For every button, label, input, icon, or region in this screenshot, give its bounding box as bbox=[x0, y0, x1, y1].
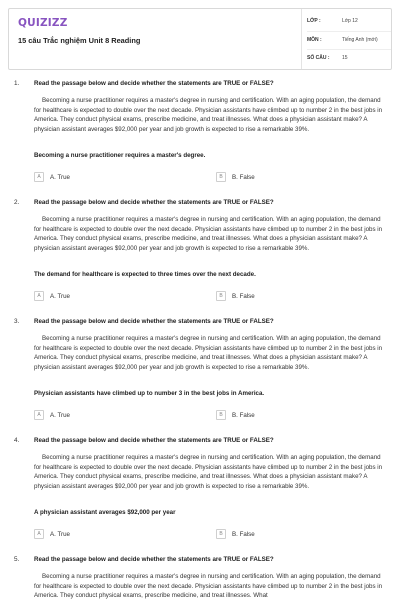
quizizz-logo: QUIZIZZ bbox=[18, 17, 68, 29]
question-number: 2. bbox=[14, 199, 20, 206]
option-text: A. True bbox=[50, 530, 70, 538]
quiz-title: 15 câu Trắc nghiệm Unit 8 Reading bbox=[18, 36, 141, 45]
option-letter-box: B bbox=[216, 410, 226, 420]
question-prompt: Read the passage below and decide whether the statements are TRUE or FALSE? bbox=[34, 556, 274, 563]
question-number: 4. bbox=[14, 437, 20, 444]
option-letter-box: A bbox=[34, 529, 44, 539]
meta-value: Tiếng Anh (mới) bbox=[342, 37, 378, 43]
option-letter-box: A bbox=[34, 172, 44, 182]
option-letter-box: B bbox=[216, 291, 226, 301]
option-text: B. False bbox=[232, 411, 255, 419]
meta-row-subject bbox=[307, 31, 391, 49]
question-passage: Becoming a nurse practitioner requires a master's degree in nursing and certification. With an aging population, the demand for healthcare is expected to double over the next decade. Physician assistants have climbed up to number 2 in the best jobs in America. They conduct physical exams, prescribe medicine, and treat illnesses. What does a physician assistant make? A physician assistant averages $92,000 per year and job growth is expected to rise a remarkable 39%. bbox=[34, 454, 383, 490]
meta-label: LỚP : bbox=[307, 18, 321, 24]
question-passage: Becoming a nurse practitioner requires a master's degree in nursing and certification. With an aging population, the demand for healthcare is expected to double over the next decade. Physician assistants have climbed up to number 2 in the best jobs in America. They conduct physical exams, prescribe medicine, and treat illnesses. What bbox=[34, 573, 383, 600]
meta-row-count bbox=[307, 49, 391, 67]
option-text: A. True bbox=[50, 292, 70, 300]
question-prompt: Read the passage below and decide whether the statements are TRUE or FALSE? bbox=[34, 80, 274, 87]
question-statement: A physician assistant averages $92,000 per year bbox=[34, 509, 176, 516]
option-letter-box: A bbox=[34, 410, 44, 420]
question-passage: Becoming a nurse practitioner requires a master's degree in nursing and certification. With an aging population, the demand for healthcare is expected to double over the next decade. Physician assistants have climbed up to number 2 in the best jobs in America. They conduct physical exams, prescribe medicine, and treat illnesses. What does a physician assistant make? A physician assistant averages $92,000 per year and job growth is expected to rise a remarkable 39%. bbox=[34, 97, 383, 133]
question-passage: Becoming a nurse practitioner requires a master's degree in nursing and certification. With an aging population, the demand for healthcare is expected to double over the next decade. Physician assistants have climbed up to number 2 in the best jobs in America. They conduct physical exams, prescribe medicine, and treat illnesses. What does a physician assistant make? A physician assistant averages $92,000 per year and job growth is expected to rise a remarkable 39%. bbox=[34, 216, 383, 252]
option-text: B. False bbox=[232, 173, 255, 181]
header-divider bbox=[301, 9, 302, 69]
question-number: 5. bbox=[14, 556, 20, 563]
question-prompt: Read the passage below and decide whether the statements are TRUE or FALSE? bbox=[34, 318, 274, 325]
option-letter-box: A bbox=[34, 291, 44, 301]
question-number: 3. bbox=[14, 318, 20, 325]
question-prompt: Read the passage below and decide whether the statements are TRUE or FALSE? bbox=[34, 437, 274, 444]
meta-label: SỐ CÂU : bbox=[307, 55, 330, 61]
question-statement: Becoming a nurse practitioner requires a master's degree. bbox=[34, 152, 206, 159]
question-prompt: Read the passage below and decide whether the statements are TRUE or FALSE? bbox=[34, 199, 274, 206]
option-text: B. False bbox=[232, 292, 255, 300]
option-text: A. True bbox=[50, 411, 70, 419]
question-passage: Becoming a nurse practitioner requires a master's degree in nursing and certification. With an aging population, the demand for healthcare is expected to double over the next decade. Physician assistants have climbed up to number 2 in the best jobs in America. They conduct physical exams, prescribe medicine, and treat illnesses. What does a physician assistant make? A physician assistant averages $92,000 per year and job growth is expected to rise a remarkable 39%. bbox=[34, 335, 383, 371]
option-text: B. False bbox=[232, 530, 255, 538]
question-statement: Physician assistants have climbed up to number 3 in the best jobs in America. bbox=[34, 390, 265, 397]
meta-row-class bbox=[307, 13, 391, 31]
question-statement: The demand for healthcare is expected to three times over the next decade. bbox=[34, 271, 256, 278]
option-text: A. True bbox=[50, 173, 70, 181]
meta-value: 15 bbox=[342, 55, 348, 61]
option-letter-box: B bbox=[216, 172, 226, 182]
meta-label: MÔN : bbox=[307, 37, 322, 43]
option-letter-box: B bbox=[216, 529, 226, 539]
question-number: 1. bbox=[14, 80, 20, 87]
meta-value: Lớp 12 bbox=[342, 18, 358, 24]
quiz-meta bbox=[307, 9, 391, 69]
worksheet-header bbox=[8, 8, 392, 70]
